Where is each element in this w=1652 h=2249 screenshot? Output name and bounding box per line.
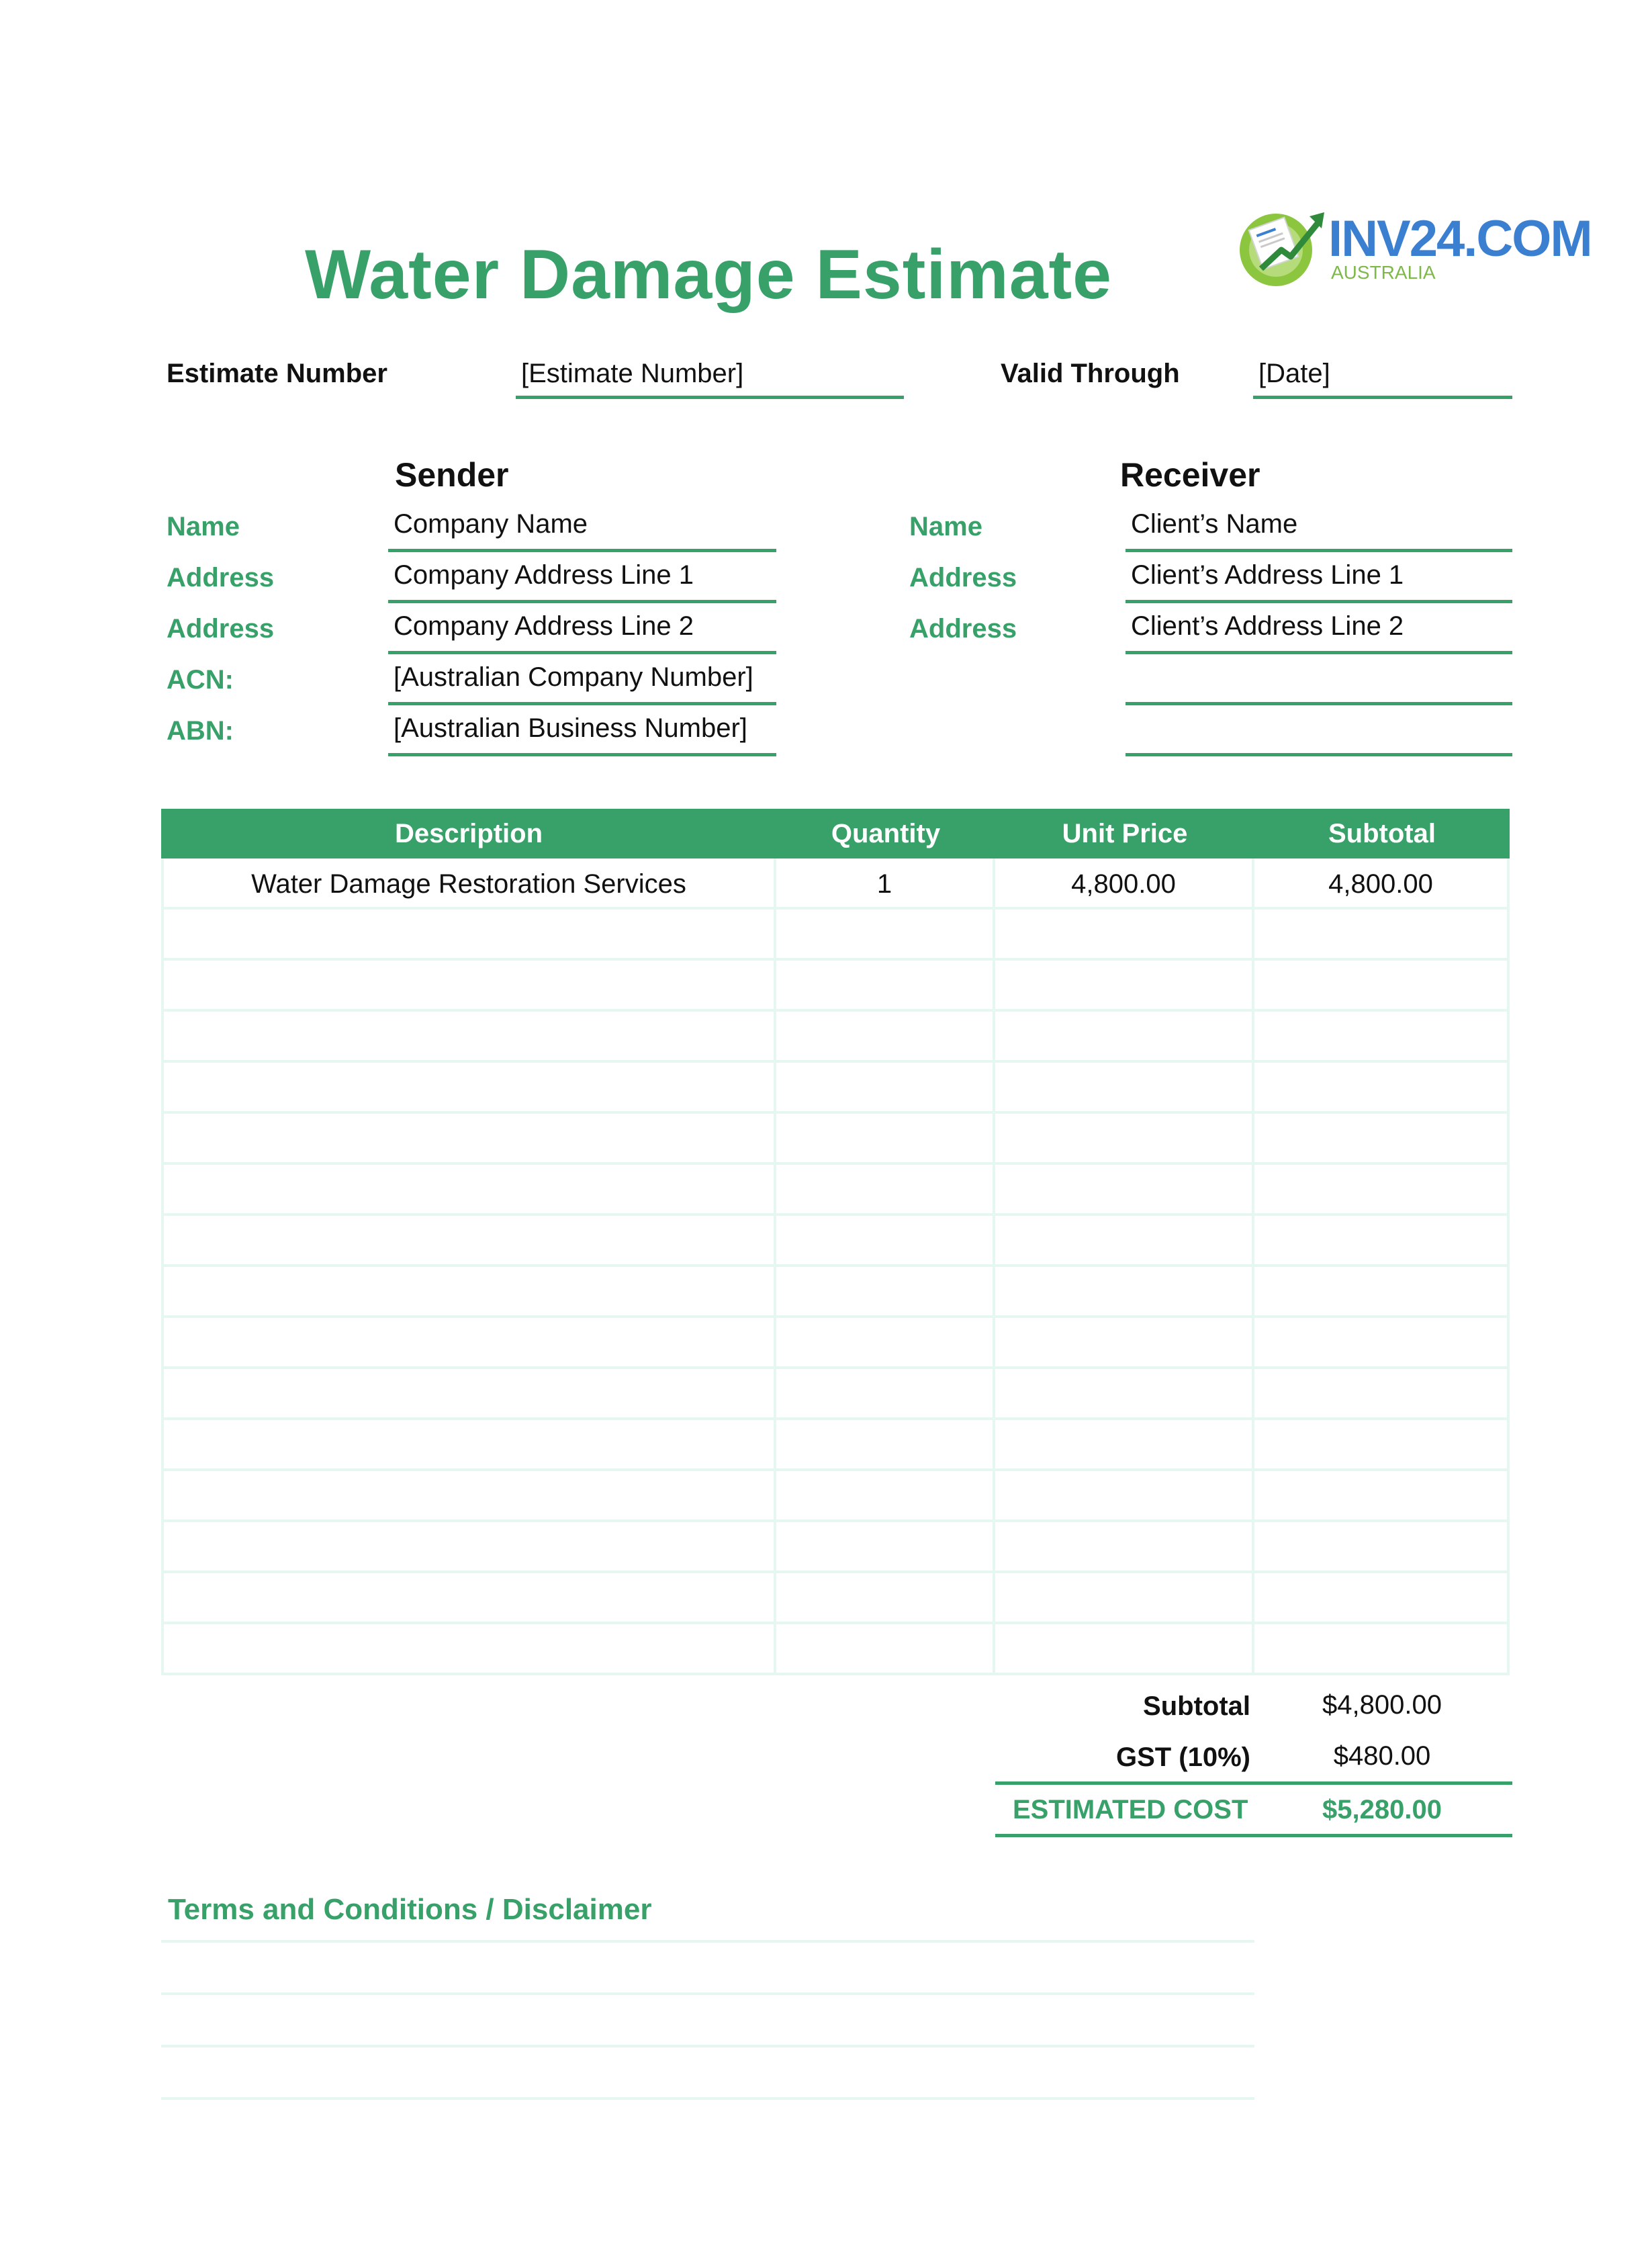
sender-acn-field[interactable]: [Australian Company Number] <box>388 662 776 705</box>
description-cell[interactable] <box>161 1624 776 1675</box>
description-cell[interactable] <box>161 1114 776 1165</box>
table-row <box>161 1522 1510 1573</box>
column-header-subtotal: Subtotal <box>1328 819 1436 848</box>
receiver-heading: Receiver <box>1120 456 1260 494</box>
receiver-name-field[interactable]: Client’s Name <box>1126 509 1512 552</box>
sender-name-label: Name <box>167 512 240 541</box>
sender-heading: Sender <box>395 456 509 494</box>
table-row <box>161 1471 1510 1522</box>
subtotal-cell[interactable] <box>1254 1573 1510 1624</box>
description-cell[interactable] <box>161 1012 776 1063</box>
unit-price-cell[interactable] <box>995 1624 1254 1675</box>
receiver-address2-field[interactable]: Client’s Address Line 2 <box>1126 611 1512 654</box>
quantity-cell[interactable] <box>776 1012 995 1063</box>
table-row <box>161 1573 1510 1624</box>
quantity-cell[interactable] <box>776 1522 995 1573</box>
description-cell[interactable] <box>161 1420 776 1471</box>
subtotal-cell[interactable] <box>1254 1012 1510 1063</box>
subtotal-label: Subtotal <box>1143 1691 1250 1721</box>
table-row <box>161 1165 1510 1216</box>
logo-subtitle: AUSTRALIA <box>1331 262 1436 283</box>
table-row <box>161 910 1510 961</box>
totals-divider <box>995 1781 1512 1785</box>
unit-price-cell[interactable]: 4,800.00 <box>995 858 1254 910</box>
receiver-address2-label: Address <box>909 614 1017 644</box>
description-cell[interactable]: Water Damage Restoration Services <box>161 858 776 910</box>
valid-through-field[interactable]: [Date] <box>1253 359 1512 399</box>
quantity-cell[interactable] <box>776 1063 995 1114</box>
subtotal-cell[interactable] <box>1254 1063 1510 1114</box>
subtotal-cell[interactable] <box>1254 1216 1510 1267</box>
quantity-cell[interactable] <box>776 1624 995 1675</box>
sender-address1-label: Address <box>167 563 275 592</box>
column-header-unit-price: Unit Price <box>1062 819 1188 848</box>
description-cell[interactable] <box>161 1063 776 1114</box>
subtotal-cell[interactable] <box>1254 1624 1510 1675</box>
subtotal-cell[interactable] <box>1254 1165 1510 1216</box>
description-cell[interactable] <box>161 1573 776 1624</box>
sender-acn-label: ACN: <box>167 665 234 695</box>
unit-price-cell[interactable] <box>995 1267 1254 1318</box>
subtotal-cell[interactable] <box>1254 910 1510 961</box>
terms-line[interactable] <box>161 1992 1254 1995</box>
gst-value: $480.00 <box>1333 1741 1431 1771</box>
table-row <box>161 961 1510 1012</box>
quantity-cell[interactable] <box>776 1267 995 1318</box>
gst-label: GST (10%) <box>1115 1743 1250 1772</box>
terms-line[interactable] <box>161 2097 1254 2100</box>
quantity-cell[interactable] <box>776 1318 995 1369</box>
subtotal-cell[interactable]: 4,800.00 <box>1254 858 1510 910</box>
table-row <box>161 1216 1510 1267</box>
receiver-extra-field-2[interactable] <box>1126 713 1512 756</box>
quantity-cell[interactable] <box>776 1471 995 1522</box>
unit-price-cell[interactable] <box>995 1012 1254 1063</box>
subtotal-value: $4,800.00 <box>1322 1690 1442 1720</box>
sender-address1-field[interactable]: Company Address Line 1 <box>388 560 776 603</box>
description-cell[interactable] <box>161 1165 776 1216</box>
quantity-cell[interactable] <box>776 1573 995 1624</box>
description-cell[interactable] <box>161 1471 776 1522</box>
unit-price-cell[interactable] <box>995 1063 1254 1114</box>
receiver-address1-label: Address <box>909 563 1017 592</box>
subtotal-cell[interactable] <box>1254 1114 1510 1165</box>
unit-price-cell[interactable] <box>995 1216 1254 1267</box>
quantity-cell[interactable] <box>776 1216 995 1267</box>
estimated-cost-label: ESTIMATED COST <box>1013 1795 1248 1824</box>
description-cell[interactable] <box>161 1369 776 1420</box>
unit-price-cell[interactable] <box>995 1165 1254 1216</box>
description-cell[interactable] <box>161 910 776 961</box>
table-row <box>161 1420 1510 1471</box>
column-header-description: Description <box>394 819 543 848</box>
subtotal-cell[interactable] <box>1254 1471 1510 1522</box>
subtotal-cell[interactable] <box>1254 1522 1510 1573</box>
sender-address2-field[interactable]: Company Address Line 2 <box>388 611 776 654</box>
table-row <box>161 1267 1510 1318</box>
description-cell[interactable] <box>161 1216 776 1267</box>
unit-price-cell[interactable] <box>995 1471 1254 1522</box>
subtotal-cell[interactable] <box>1254 961 1510 1012</box>
receiver-extra-field-1[interactable] <box>1126 662 1512 705</box>
estimate-number-field[interactable]: [Estimate Number] <box>516 359 904 399</box>
unit-price-cell[interactable] <box>995 1522 1254 1573</box>
table-row <box>161 1114 1510 1165</box>
quantity-cell[interactable] <box>776 910 995 961</box>
subtotal-cell[interactable] <box>1254 1318 1510 1369</box>
items-table-header <box>161 809 1510 858</box>
estimated-cost-value: $5,280.00 <box>1322 1795 1442 1824</box>
table-row <box>161 1318 1510 1369</box>
subtotal-cell[interactable] <box>1254 1267 1510 1318</box>
sender-address2-label: Address <box>167 614 275 644</box>
valid-through-label: Valid Through <box>1001 359 1180 388</box>
subtotal-cell[interactable] <box>1254 1369 1510 1420</box>
quantity-cell[interactable] <box>776 1369 995 1420</box>
quantity-cell[interactable] <box>776 1420 995 1471</box>
table-row <box>161 1012 1510 1063</box>
page-title: Water Damage Estimate <box>304 236 1113 314</box>
quantity-cell[interactable] <box>776 1114 995 1165</box>
invoice-growth-arrow-icon <box>1234 202 1328 289</box>
description-cell[interactable] <box>161 1318 776 1369</box>
sender-abn-field[interactable]: [Australian Business Number] <box>388 713 776 756</box>
unit-price-cell[interactable] <box>995 1573 1254 1624</box>
logo-name: INV24.COM <box>1328 210 1592 267</box>
quantity-cell[interactable] <box>776 1165 995 1216</box>
unit-price-cell[interactable] <box>995 1369 1254 1420</box>
unit-price-cell[interactable] <box>995 961 1254 1012</box>
subtotal-cell[interactable] <box>1254 1420 1510 1471</box>
unit-price-cell[interactable] <box>995 910 1254 961</box>
table-row <box>161 858 1510 910</box>
unit-price-cell[interactable] <box>995 1420 1254 1471</box>
terms-heading: Terms and Conditions / Disclaimer <box>168 1893 652 1926</box>
terms-line[interactable] <box>161 1940 1254 1943</box>
receiver-address1-field[interactable]: Client’s Address Line 1 <box>1126 560 1512 603</box>
estimate-number-label: Estimate Number <box>167 359 387 388</box>
totals-bottom-divider <box>995 1834 1512 1837</box>
table-row <box>161 1369 1510 1420</box>
description-cell[interactable] <box>161 1267 776 1318</box>
sender-abn-label: ABN: <box>167 716 234 746</box>
receiver-name-label: Name <box>909 512 982 541</box>
unit-price-cell[interactable] <box>995 1318 1254 1369</box>
unit-price-cell[interactable] <box>995 1114 1254 1165</box>
quantity-cell[interactable]: 1 <box>776 858 995 910</box>
table-row <box>161 1624 1510 1675</box>
column-header-quantity: Quantity <box>831 819 941 848</box>
quantity-cell[interactable] <box>776 961 995 1012</box>
terms-line[interactable] <box>161 2045 1254 2047</box>
description-cell[interactable] <box>161 961 776 1012</box>
sender-name-field[interactable]: Company Name <box>388 509 776 552</box>
description-cell[interactable] <box>161 1522 776 1573</box>
table-row <box>161 1063 1510 1114</box>
